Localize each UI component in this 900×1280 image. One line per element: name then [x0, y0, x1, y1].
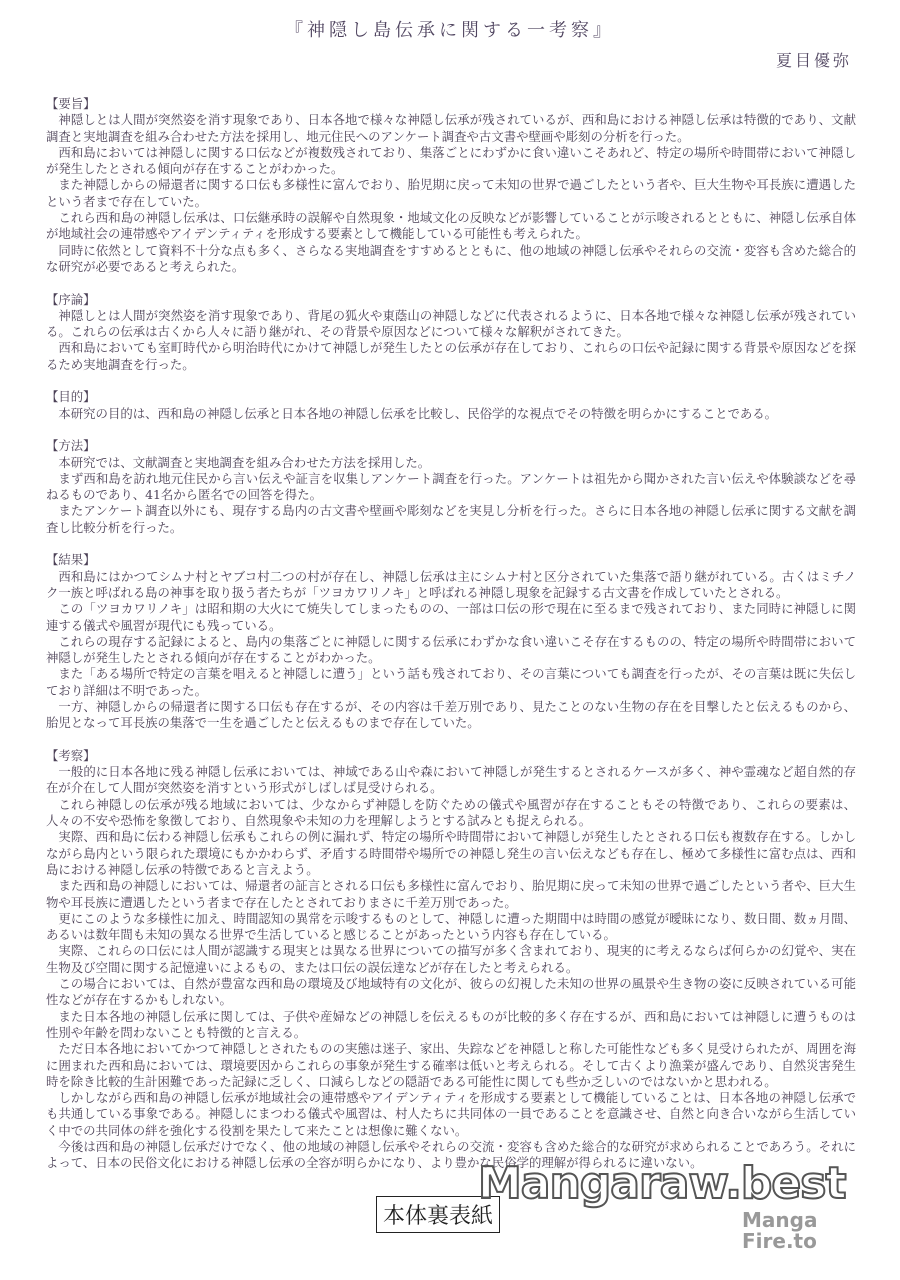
paragraph: この「ツヨカワリノキ」は昭和期の大火にて焼失してしまったものの、一部は口伝の形で現在に至るまで残されており、また同時に神隠しに関連する儀式や風習が現代にも残っている。: [46, 601, 856, 633]
paragraph: 本研究の目的は、西和島の神隠し伝承と日本各地の神隠し伝承を比較し、民俗学的な視点でその特徴を明らかにすることである。: [58, 405, 778, 421]
author-name: 夏目優弥: [775, 51, 852, 70]
paragraph: この場合においては、自然が豊富な西和島の環境及び地域特有の文化が、彼らの幻視した未知の世界の風景や生き物の姿に反映されている可能性などが存在するかもしれない。: [46, 976, 856, 1008]
document-title: 『神隠し島伝承に関する一考察』: [285, 20, 615, 41]
paragraph: 西和島にはかつてシムナ村とヤブコ村二つの村が存在し、神隠し伝承は主にシムナ村と区分されていた集落で語り継がれている。古くはミチノク一族と呼ばれる島の神事を取り扱う者たちが「ツヨカワリノキ」と呼ばれる神隠し現象を記録する古文書を作成していたとされる。: [46, 568, 856, 600]
section: [46, 389, 856, 422]
section-heading: 【目的】: [46, 389, 96, 405]
paragraph: 一方、神隠しからの帰還者に関する口伝も存在するが、その内容は千差万別であり、見たことのない生物の存在を目撃したと伝えるものから、胎児となって耳長族の集落で一生を過ごしたと伝えるものまで存在していた。: [46, 698, 856, 731]
paragraph: これら神隠しの伝承が残る地域においては、少なからず神隠しを防ぐための儀式や風習が存在することもその特徴であり、これらの要素は、人々の不安や恐怖を象徴しており、自然現象や未知の力を理解しようとする試みとも捉えられる。: [46, 796, 856, 829]
paragraph: 実際、これらの口伝には人間が認識する現実とは異なる世界についての描写が多く含まれており、現実的に考えるならば何らかの幻覚や、実在生物及び空間に関する記憶違いによるもの、または口伝の誤伝達などが存在したと考えられる。: [46, 943, 856, 975]
paragraph: 実際、西和島に伝わる神隠し伝承もこれらの例に漏れず、特定の場所や時間帯において神隠しが発生したとされる口伝も複数存在する。しかしながら島内という限られた環境にもかかわらず、矛盾する時間帯や場所での神隠し発生の言い伝えなども存在し、極めて多様性に富む点は、西和島における神隠し伝承の特徴であると言えよう。: [46, 829, 856, 877]
watermark-mangafire: [742, 1210, 817, 1252]
document-body: [46, 96, 856, 1188]
paragraph: しかしながら西和島の神隠し伝承が地域社会の連帯感やアイデンティティを形成する要素として機能していることは、日本各地の神隠し伝承でも共通している事象である。神隠しにまつわる儀式や風習は、村人たちに共同体の一員であることを意識させ、自然と向き合いながら生活していく中での共同体の絆を強化する役割を果たして来たことは想像に難くない。: [46, 1090, 856, 1138]
back-cover-label: 本体裏表紙: [376, 1196, 500, 1233]
paragraph: 更にこのような多様性に加え、時間認知の異常を示唆するものとして、神隠しに遭った期間中は時間の感覚が曖昧になり、数日間、数ヵ月間、あるいは数年間も未知の異なる世界で生活していると感じることがあったという内容も存在している。: [46, 910, 856, 943]
paragraph: 本研究では、文献調査と実地調査を組み合わせた方法を採用した。: [58, 454, 431, 470]
section-heading: 【要旨】: [46, 96, 96, 111]
paragraph: また「ある場所で特定の言葉を唱えると神隠しに遭う」という話も残されており、その言葉についても調査を行ったが、その言葉は既に失伝しており詳細は不明であった。: [46, 666, 856, 698]
paragraph: これらの現存する記録によると、島内の集落ごとに神隠しに関する伝承にわずかな食い違いこそ存在するものの、特定の場所や時間帯において神隠しが発生したとされる傾向が存在することがわかった。: [46, 633, 856, 666]
paragraph: ただ日本各地においてかつて神隠しとされたものの実態は迷子、家出、失踪などを神隠しと称した可能性なども多く見受けられたが、周囲を海に囲まれた西和島においては、環境要因からこれらの事象が発生する確率は低いと考えられる。そして古くより漁業が盛んであり、自然災害発生時を除き比較的生計困難であった記録に乏しく、口減らしなどの隠語である可能性に関しても些か乏しいのではないかと思われる。: [46, 1041, 856, 1089]
watermark-line: Fire.to: [742, 1229, 817, 1253]
section-heading: 【考察】: [46, 747, 96, 763]
paragraph: 神隠しとは人間が突然姿を消す現象であり、日本各地で様々な神隠し伝承が残されているが、西和島における神隠し伝承は特徴的であり、文献調査と実地調査を組み合わせた方法を採用し、地元住民へのアンケート調査や古文書や壁画や彫刻の分析を行った。: [46, 112, 856, 144]
paragraph: 西和島においても室町時代から明治時代にかけて神隠しが発生したとの伝承が存在しており、これらの口伝や記録に関する背景や原因などを探るため実地調査を行った。: [46, 340, 856, 372]
section-heading: 【結果】: [46, 552, 96, 568]
paragraph: また神隠しからの帰還者に関する口伝も多様性に富んでおり、胎児期に戻って未知の世界で過ごしたという者や、巨大生物や耳長族に遭遇したという者まで存在していた。: [46, 177, 856, 209]
paragraph: 西和島においては神隠しに関する口伝などが複数残されており、集落ごとにわずかに食い違いこそあれど、特定の場所や時間帯において神隠しが発生したとされる傾向が存在することがわかった。: [46, 144, 856, 177]
watermark-mangaraw: Mangaraw.best: [478, 1158, 846, 1209]
watermark-line: Manga: [742, 1208, 818, 1232]
paragraph: また日本各地の神隠し伝承に関しては、子供や産婦などの神隠しを伝えるものが比較的多く存在するが、西和島においては神隠しに遭うものは性別や年齢を問わないことも特徴的と言える。: [46, 1008, 856, 1040]
paragraph: 一般的に日本各地に残る神隠し伝承においては、神域である山や森において神隠しが発生するとされるケースが多く、神や霊魂など超自然的存在が介在して人間が突然姿を消すという形式がしばしば見受けられる。: [46, 764, 856, 796]
paragraph: また西和島の神隠しにおいては、帰還者の証言とされる口伝も多様性に富んでおり、胎児期に戻って未知の世界で過ごしたという者や、巨大生物や耳長族に遭遇したという者まで存在したとされておりまさに千差万別であった。: [46, 878, 856, 910]
paragraph: 今後は西和島の神隠し伝承だけでなく、他の地域の神隠し伝承やそれらの交流・変容も含めた総合的な研究が求められることであろう。それによって、日本の民俗文化における神隠し伝承の全容が明らかになり、より豊かな民俗学的理解が得られるに違いない。: [46, 1139, 856, 1171]
section: [46, 438, 856, 536]
section-heading: 【方法】: [46, 438, 96, 454]
section: [46, 552, 856, 731]
section-heading: 【序論】: [46, 291, 96, 307]
paragraph: またアンケート調査以外にも、現存する島内の古文書や壁画や彫刻などを実見し分析を行った。さらに日本各地の神隠し伝承に関する文献を調査し比較分析を行った。: [46, 503, 856, 535]
section: [46, 96, 856, 275]
paragraph: まず西和島を訪れ地元住民から言い伝えや証言を収集しアンケート調査を行った。アンケートは祖先から聞かされた言い伝えや体験談などを尋ねるものであり、41名から匿名での回答を得た。: [46, 470, 856, 503]
section: [46, 748, 856, 1172]
section: [46, 292, 856, 373]
paragraph: これら西和島の神隠し伝承は、口伝継承時の誤解や自然現象・地域文化の反映などが影響していることが示唆されるとともに、神隠し伝承自体が地域社会の連帯感やアイデンティティを形成する要素として機能している可能性も考えられた。: [46, 210, 856, 242]
paragraph: 同時に依然として資料不十分な点も多く、さらなる実地調査をすすめるとともに、他の地域の神隠し伝承やそれらの交流・変容も含めた総合的な研究が必要であると考えられた。: [46, 242, 856, 274]
paragraph: 神隠しとは人間が突然姿を消す現象であり、背尾の狐火や東蔭山の神隠しなどに代表されるように、日本各地で様々な神隠し伝承が残されている。これらの伝承は古くから人々に語り継がれ、その背景や原因などについて様々な解釈がされてきた。: [46, 307, 856, 340]
